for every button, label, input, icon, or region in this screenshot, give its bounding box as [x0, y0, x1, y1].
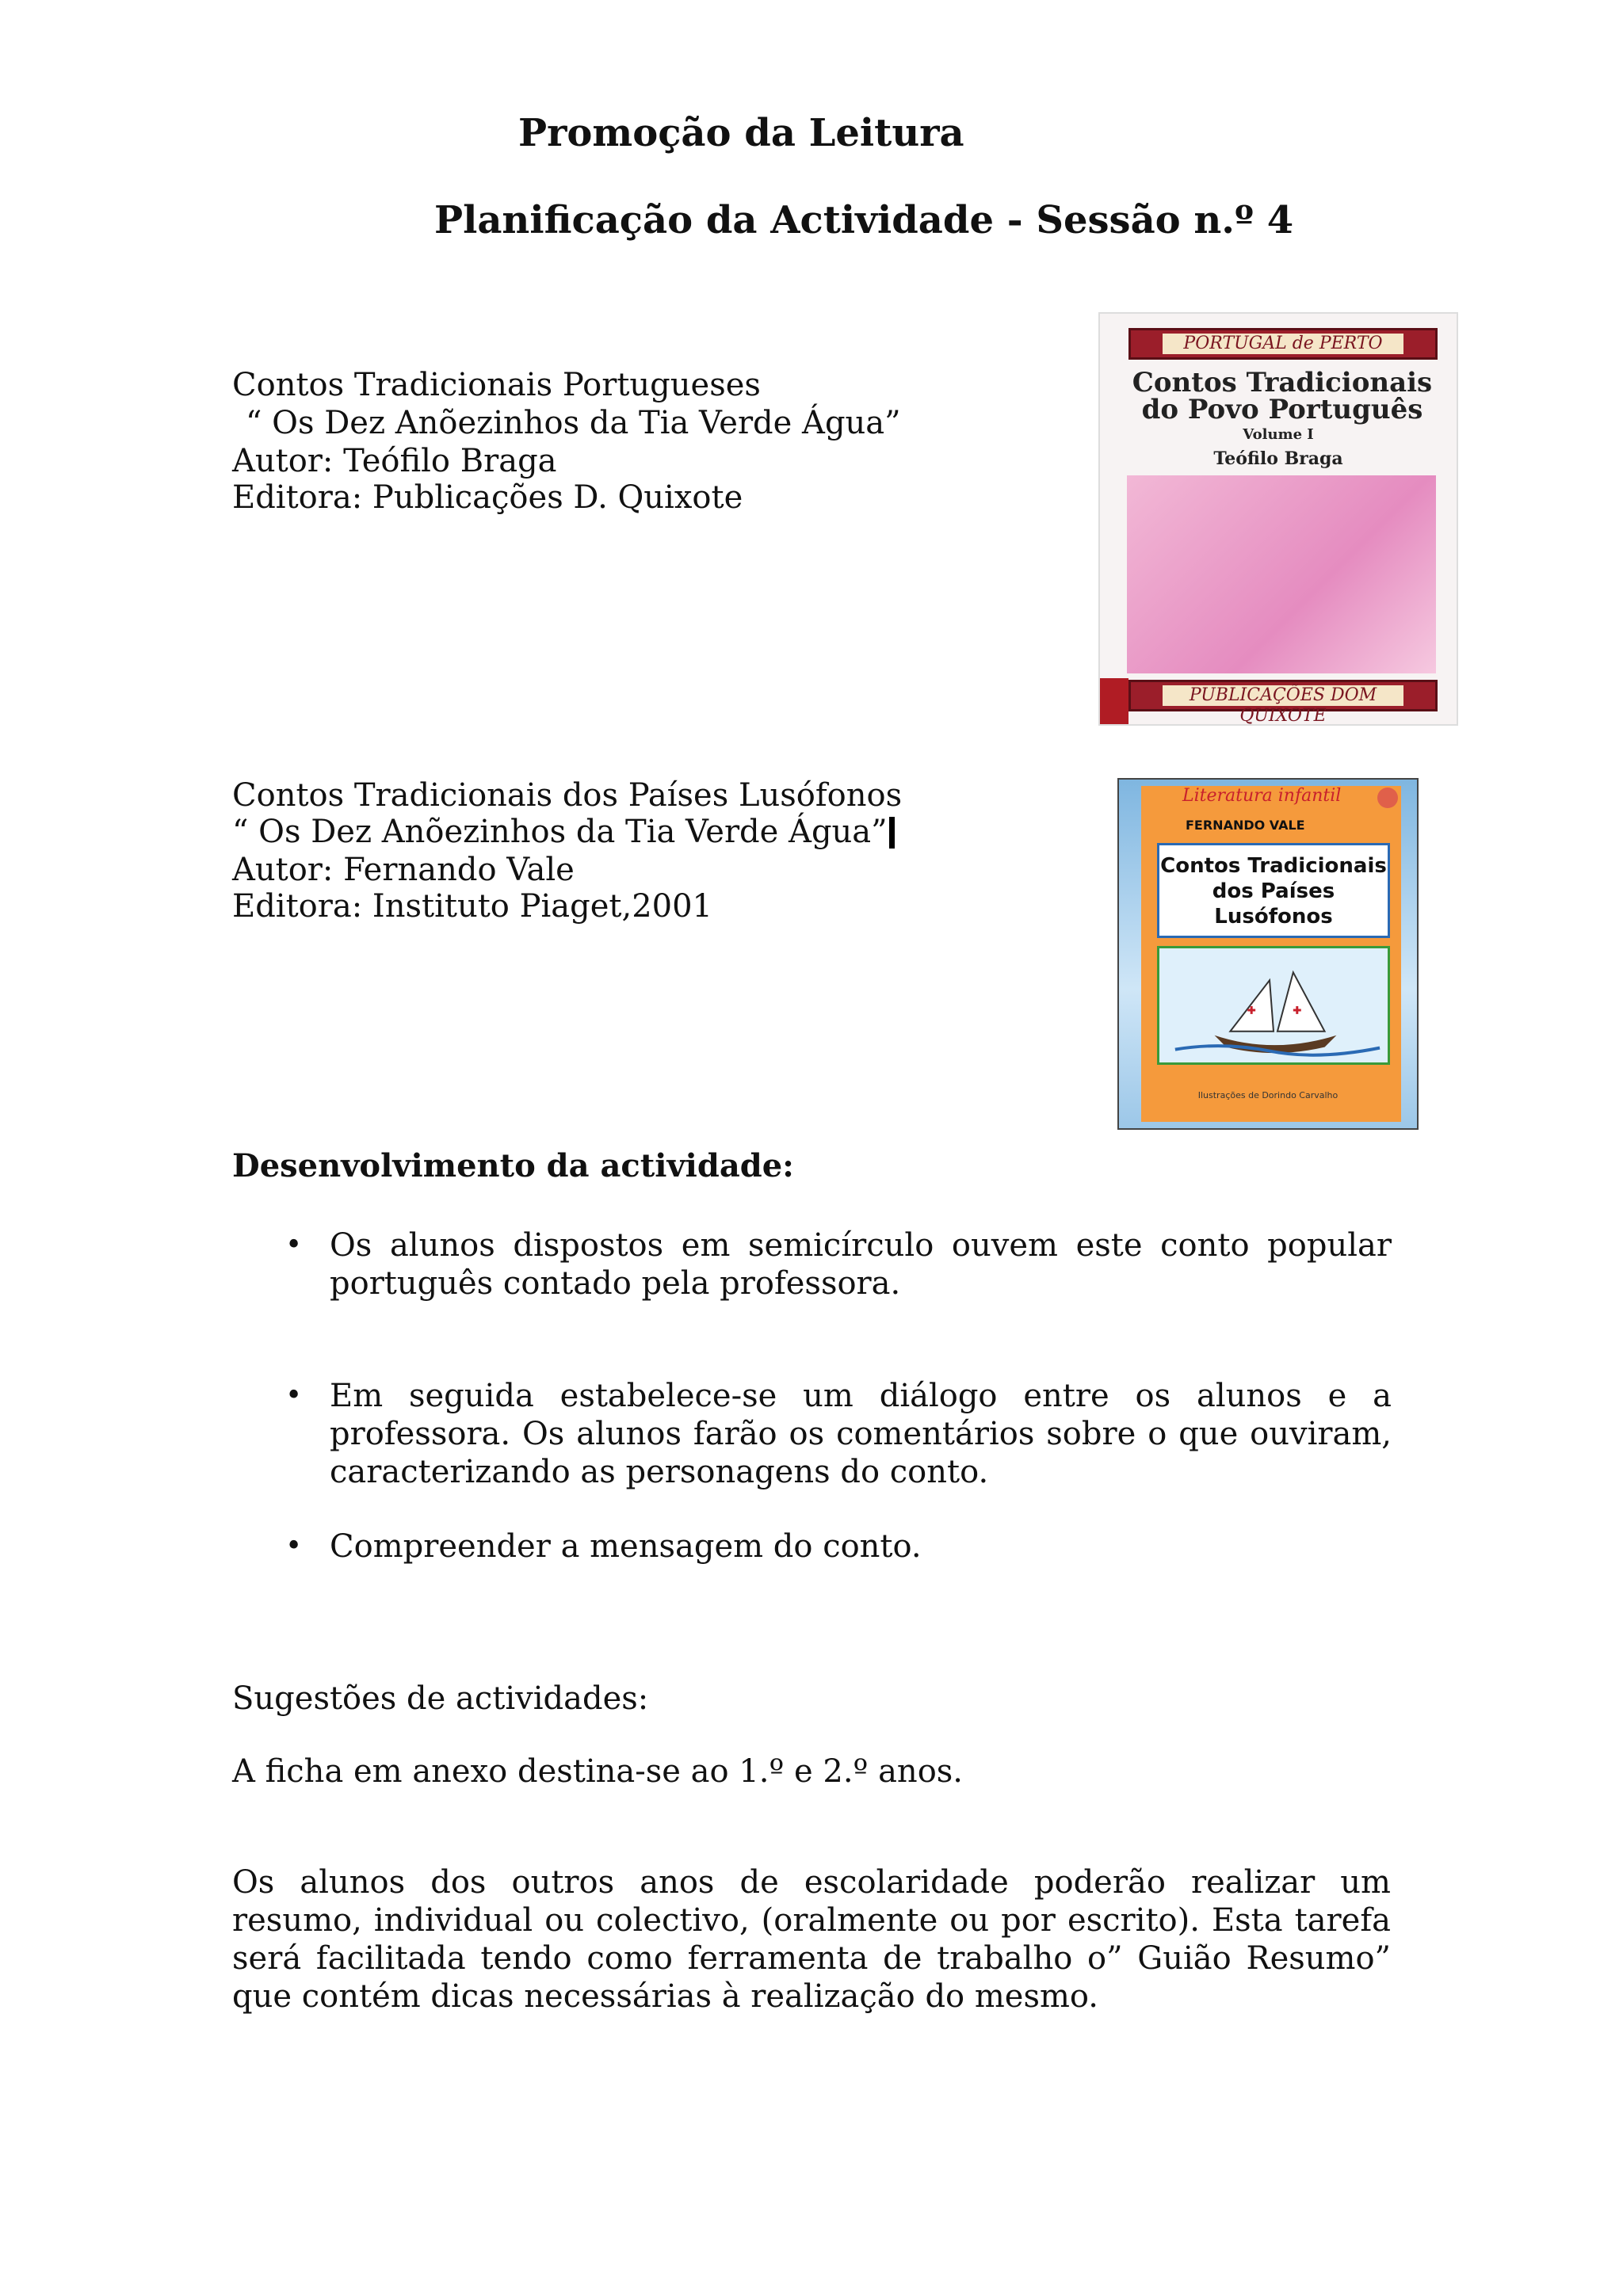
cover2-ship-illustration	[1157, 946, 1390, 1065]
text-cursor	[889, 817, 895, 849]
cover1-top-band-text: PORTUGAL de PERTO	[1163, 334, 1403, 354]
bullet-1: •	[285, 1229, 303, 1261]
ship-icon	[1159, 948, 1388, 1062]
book2-cover-image	[1117, 778, 1419, 1130]
bullet-2: •	[285, 1379, 303, 1412]
book1-story: “ Os Dez Anõezinhos da Tia Verde Água”	[246, 405, 901, 441]
development-item-3: Compreender a mensagem do conto.	[330, 1528, 922, 1565]
cover2-illustrator: Ilustrações de Dorindo Carvalho	[1197, 1090, 1338, 1100]
book2-story-text: “ Os Dez Anõezinhos da Tia Verde Água”	[232, 814, 888, 850]
book1-cover-image	[1098, 312, 1458, 726]
cover1-volume: Volume I	[1243, 426, 1314, 443]
suggestions-paragraph-1: A ficha em anexo destina-se ao 1.º e 2.º anos.	[232, 1753, 964, 1790]
cover2-badge-icon	[1377, 788, 1398, 808]
book2-publisher: Editora: Instituto Piaget,2001	[232, 888, 712, 925]
bullet-3: •	[285, 1530, 303, 1562]
cover1-title: Contos Tradicionais do Povo Português	[1132, 367, 1433, 425]
cover1-illustration	[1127, 475, 1436, 673]
book2-collection: Contos Tradicionais dos Países Lusófonos	[232, 777, 903, 814]
book2-story	[232, 813, 895, 851]
book1-collection: Contos Tradicionais Portugueses	[232, 367, 761, 403]
cover1-bottom-band-text: PUBLICAÇÕES DOM QUIXOTE	[1163, 685, 1403, 706]
development-item-1: Os alunos dispostos em semicírculo ouvem este conto popular português contado pela professora.	[330, 1227, 1392, 1302]
book1-publisher: Editora: Publicações D. Quixote	[232, 479, 743, 516]
cover2-title: Contos Tradicionais dos Países Lusófonos	[1157, 843, 1390, 938]
development-heading: Desenvolvimento da actividade:	[232, 1147, 794, 1184]
suggestions-heading: Sugestões de actividades:	[232, 1680, 649, 1717]
cover1-top-band	[1128, 328, 1438, 360]
book1-author: Autor: Teófilo Braga	[232, 443, 557, 479]
cover2-author: FERNANDO VALE	[1186, 818, 1305, 833]
cover1-author: Teófilo Braga	[1213, 448, 1343, 469]
cover1-bottom-band	[1128, 680, 1438, 726]
book2-author: Autor: Fernando Vale	[232, 852, 575, 888]
development-item-2: Em seguida estabelece-se um diálogo entre os alunos e a professora. Os alunos farão os comentários sobre o que ouviram, caracterizando as personagens do conto.	[330, 1378, 1392, 1490]
page-title: Promoção da Leitura	[518, 111, 964, 155]
page-subtitle: Planificação da Actividade - Sessão n.º 4	[434, 198, 1294, 242]
cover1-spine	[1100, 678, 1128, 726]
suggestions-paragraph-2: Os alunos dos outros anos de escolaridade poderão realizar um resumo, individual ou colectivo, (oralmente ou por escrito). Esta tarefa será facilitada tendo como ferramenta de trabalho o” Guião Resumo” que contém dicas necessárias à realização do mesmo.	[232, 1864, 1391, 2015]
cover2-series: Literatura infantil	[1182, 786, 1342, 806]
